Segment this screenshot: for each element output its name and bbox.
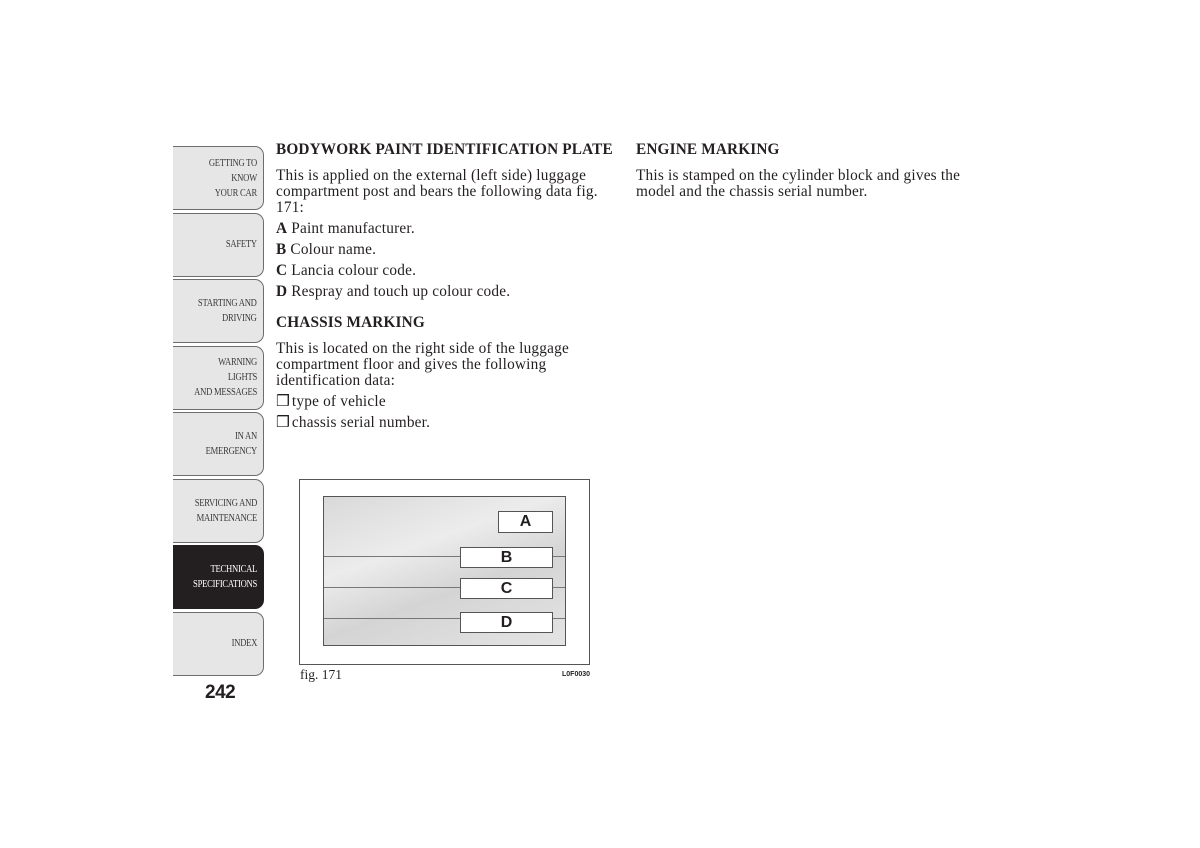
item-key: D [276,283,288,300]
figure-code: L0F0030 [562,671,591,678]
bodywork-item-b [276,242,621,258]
tab-technical-specifications[interactable] [173,545,264,609]
item-text: Respray and touch up colour code. [287,283,511,300]
tab-label: WARNING LIGHTS AND MESSAGES [194,357,257,398]
tab-servicing-and-maintenance[interactable] [173,479,264,543]
chassis-bullet [276,394,621,410]
chassis-bullet [276,415,621,431]
bullet-text: type of vehicle [291,393,386,410]
tab-starting-and-driving[interactable] [173,279,264,343]
item-key: B [276,241,287,258]
engine-heading: ENGINE MARKING [636,141,780,158]
item-text: Colour name. [286,241,377,258]
tab-getting-to-know-your-car[interactable] [173,146,264,210]
tab-safety[interactable] [173,213,264,277]
engine-text: This is stamped on the cylinder block and gives the model and the chassis serial number. [636,167,961,200]
right-column [636,141,976,205]
item-key: C [276,262,288,279]
chassis-heading: CHASSIS MARKING [276,314,425,331]
bodywork-heading: BODYWORK PAINT IDENTIFICATION PLATE [276,141,613,158]
tab-label: IN AN EMERGENCY [205,431,257,457]
checkbox-bullet-icon: ❒ [276,414,290,431]
chapter-tabs [173,146,264,678]
item-text: Lancia colour code. [287,262,417,279]
item-key: A [276,220,288,237]
tab-in-an-emergency[interactable] [173,412,264,476]
tab-label: GETTING TO KNOW YOUR CAR [208,157,257,199]
bodywork-item-c [276,263,621,279]
plate-field-c: C [460,578,553,599]
tab-index[interactable] [173,612,264,676]
plate-field-b: B [460,547,553,568]
figure-caption: fig. 171 [300,667,342,682]
checkbox-bullet-icon: ❒ [276,393,290,410]
left-column [276,141,621,436]
bullet-text: chassis serial number. [291,414,431,431]
bodywork-intro: This is applied on the external (left side) luggage compartment post and bears the following data fig. 171: [276,167,598,216]
tab-label: TECHNICAL SPECIFICATIONS [192,564,257,590]
item-text: Paint manufacturer. [287,220,415,237]
plate-field-d: D [460,612,553,633]
tab-label: SERVICING AND MAINTENANCE [194,497,257,524]
chassis-intro: This is located on the right side of the luggage compartment floor and gives the following identification data: [276,340,569,389]
paint-plate-figure [299,479,590,665]
plate-field-a: A [498,511,553,533]
page-number: 242 [205,682,236,703]
tab-label: SAFETY [225,239,257,250]
tab-warning-lights-and-messages[interactable] [173,346,264,410]
tab-label: INDEX [231,638,257,649]
bodywork-item-a [276,221,621,237]
bodywork-item-d [276,284,621,300]
paint-plate-illustration [323,496,566,646]
tab-label: STARTING AND DRIVING [198,298,257,324]
